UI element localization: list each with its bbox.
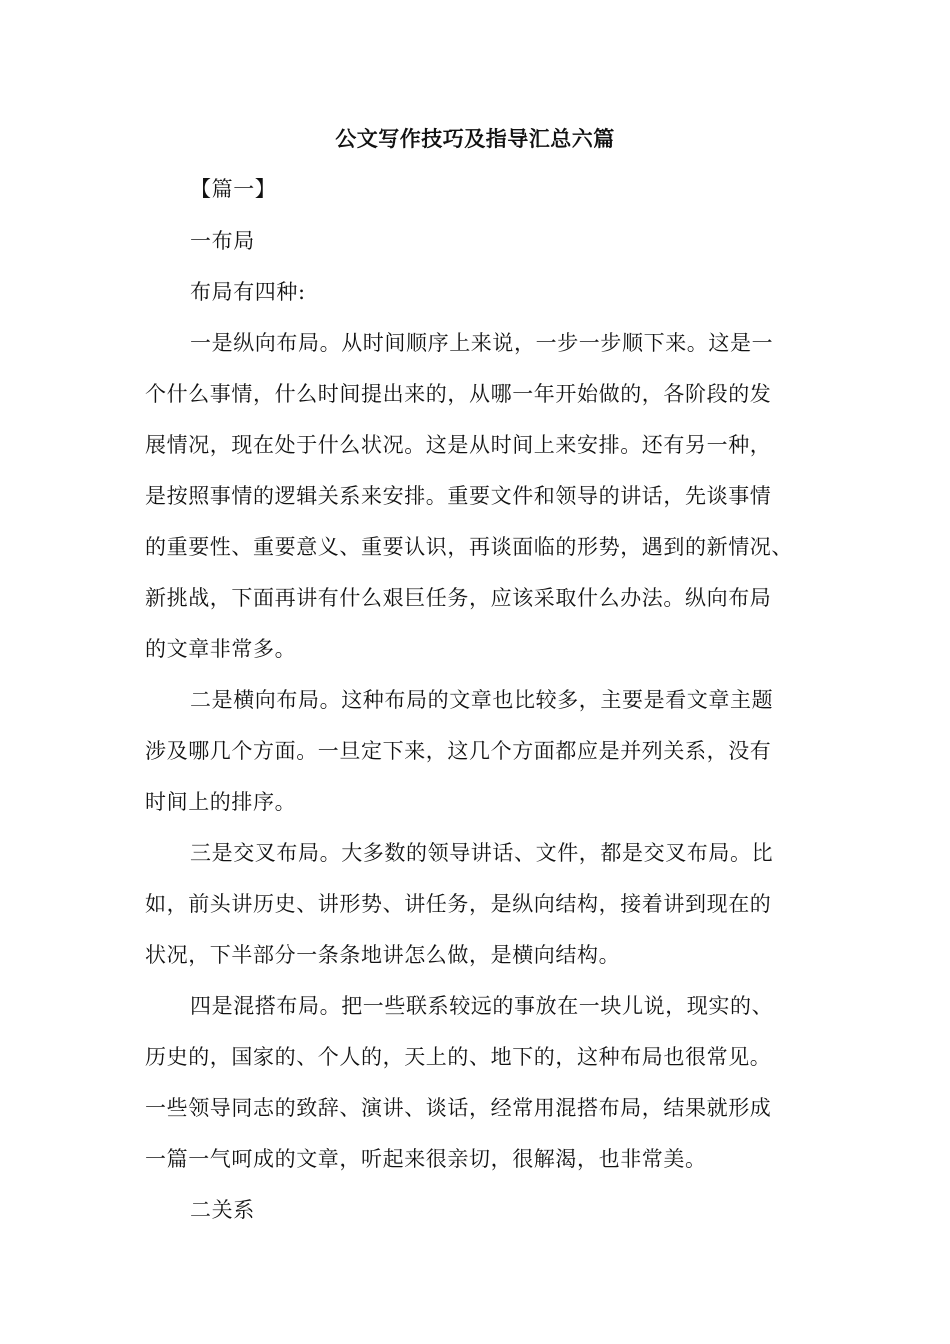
text-line: 一篇一气呵成的文章，听起来很亲切，很解渴，也非常美。 [145, 1147, 707, 1171]
document-title: 公文写作技巧及指导汇总六篇 [335, 126, 615, 151]
text-line: 的文章非常多。 [145, 637, 297, 661]
text-line: 个什么事情，什么时间提出来的，从哪一年开始做的，各阶段的发 [145, 382, 772, 406]
text-line: 展情况，现在处于什么状况。这是从时间上来安排。还有另一种， [145, 433, 772, 457]
text-line: 一些领导同志的致辞、演讲、谈话，经常用混搭布局，结果就形成 [145, 1096, 772, 1120]
subheading: 二关系 [190, 1198, 255, 1222]
text-line: 一是纵向布局。从时间顺序上来说，一步一步顺下来。这是一 [190, 331, 774, 355]
subheading: 一布局 [190, 229, 255, 253]
text-line: 二是横向布局。这种布局的文章也比较多，主要是看文章主题 [190, 688, 774, 712]
text-line: 的重要性、重要意义、重要认识，再谈面临的形势，遇到的新情况、 [145, 535, 793, 559]
text-line: 历史的，国家的、个人的，天上的、地下的，这种布局也很常见。 [145, 1045, 772, 1069]
text-line: 四是混搭布局。把一些联系较远的事放在一块儿说，现实的、 [190, 994, 774, 1018]
section-heading: 【篇一】 [190, 177, 277, 201]
text-line: 布局有四种: [190, 280, 306, 304]
text-line: 如，前头讲历史、讲形势、讲任务，是纵向结构，接着讲到现在的 [145, 892, 772, 916]
text-line: 时间上的排序。 [145, 790, 297, 814]
text-line: 涉及哪几个方面。一旦定下来，这几个方面都应是并列关系，没有 [145, 739, 772, 763]
text-line: 是按照事情的逻辑关系来安排。重要文件和领导的讲话，先谈事情 [145, 484, 772, 508]
text-line: 三是交叉布局。大多数的领导讲话、文件，都是交叉布局。比 [190, 841, 774, 865]
text-line: 状况，下半部分一条条地讲怎么做，是横向结构。 [145, 943, 621, 967]
text-line: 新挑战，下面再讲有什么艰巨任务，应该采取什么办法。纵向布局 [145, 586, 772, 610]
